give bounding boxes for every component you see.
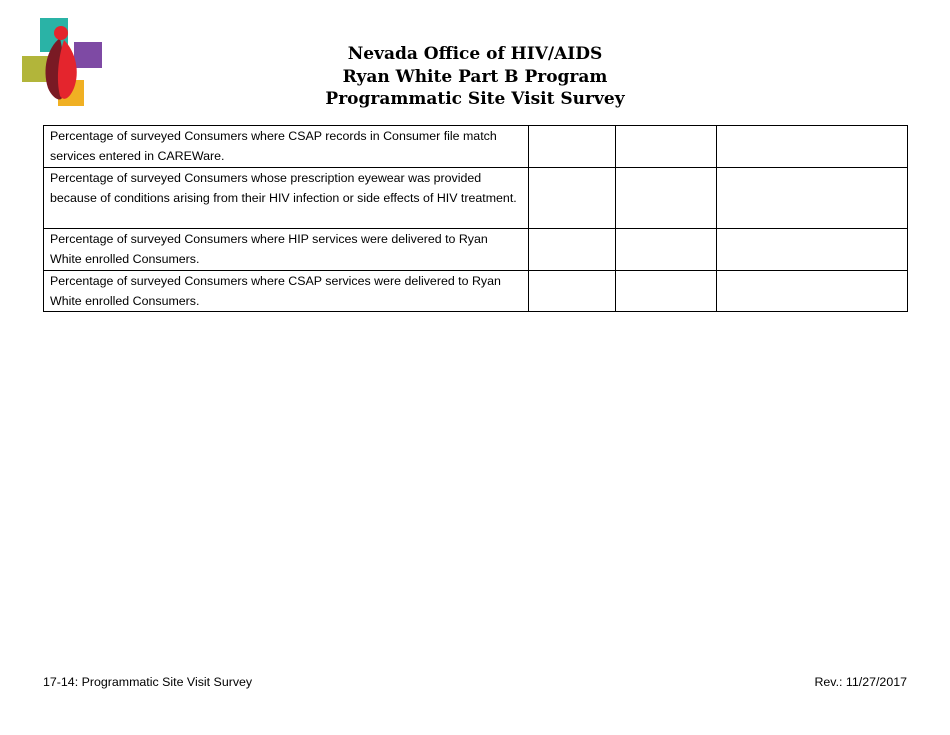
response-cell (529, 126, 616, 168)
table-row (44, 228, 908, 270)
criterion-cell: Percentage of surveyed Consumers where HIP services were delivered to Ryan White enrolled Consumers. (44, 228, 529, 270)
criterion-cell: Percentage of surveyed Consumers whose prescription eyewear was provided because of conditions arising from their HIV infection or side effects of HIV treatment. (44, 167, 529, 228)
footer-revision-date: Rev.: 11/27/2017 (814, 675, 907, 689)
program-logo (20, 18, 104, 108)
comments-cell (717, 126, 908, 168)
logo-purple-square (74, 42, 102, 68)
table-row (44, 167, 908, 228)
footer-form-id: 17-14: Programmatic Site Visit Survey (43, 675, 253, 689)
criterion-cell: Percentage of surveyed Consumers where CSAP services were delivered to Ryan White enrolled Consumers. (44, 270, 529, 312)
response-cell (616, 228, 717, 270)
logo-olive-square (22, 56, 48, 82)
comments-cell (717, 270, 908, 312)
criterion-cell: Percentage of surveyed Consumers where CSAP records in Consumer file match services entered in CAREWare. (44, 126, 529, 168)
response-cell (529, 167, 616, 228)
response-cell (616, 167, 717, 228)
table-row (44, 270, 908, 312)
response-cell (616, 270, 717, 312)
document-header (200, 43, 750, 111)
logo-red-dot (54, 26, 68, 40)
comments-cell (717, 228, 908, 270)
header-survey-title: Programmatic Site Visit Survey (325, 89, 625, 109)
comments-cell (717, 167, 908, 228)
response-cell (529, 270, 616, 312)
response-cell (529, 228, 616, 270)
ryan-white-cross-logo-icon (20, 18, 104, 108)
response-cell (616, 126, 717, 168)
header-program-title: Ryan White Part B Program (342, 66, 608, 87)
header-office-title: Nevada Office of HIV/AIDS (347, 44, 603, 64)
table-row (44, 126, 908, 168)
survey-table (43, 125, 908, 312)
